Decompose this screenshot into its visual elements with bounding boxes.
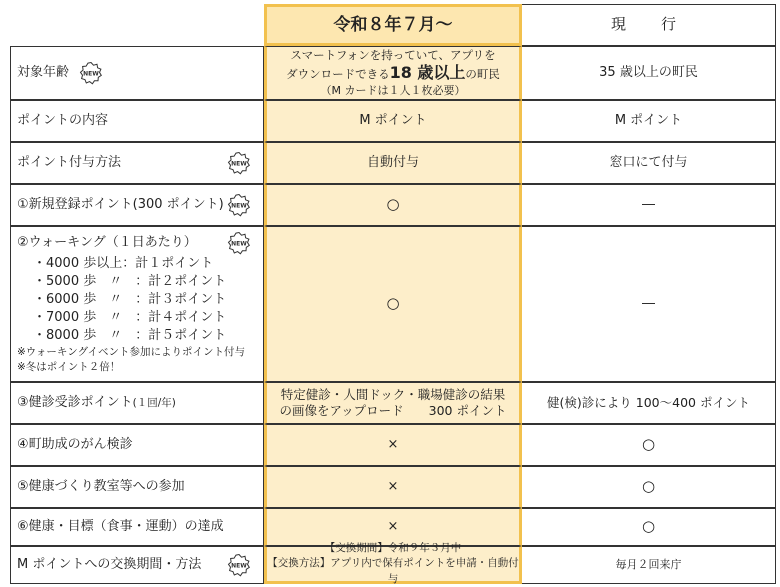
comparison-table [10, 4, 776, 584]
new-badge-icon [79, 61, 103, 85]
row-health-class-new: × [264, 466, 522, 508]
row-label-text: ②ウォーキング（１日あたり） [17, 234, 197, 250]
row-label-text: ③健診受診ポイント [17, 394, 133, 410]
row-point-content-current: M ポイント [522, 100, 776, 142]
row-target-age-label [10, 46, 264, 100]
walking-tier-item: ・6000 歩 〃 ：計３ポイント [33, 292, 227, 307]
svg-text:NEW: NEW [231, 240, 247, 248]
cell-text: 【交換方法】アプリ内で保有ポイントを申請・自動付与 [267, 557, 519, 585]
row-walking-new: ○ [264, 226, 522, 382]
row-exchange-new [264, 542, 522, 585]
cell-emphasis: 18 歳以上 [389, 62, 466, 82]
svg-text:NEW: NEW [231, 202, 247, 210]
row-grant-method-current: 窓口にて付与 [522, 142, 776, 184]
svg-text:NEW: NEW [231, 562, 247, 570]
new-badge-icon [227, 151, 251, 175]
row-goal-label: ⑥健康・目標（食事・運動）の達成 [10, 508, 264, 546]
svg-text:NEW: NEW [83, 70, 99, 78]
walking-note: ※冬はポイント２倍！ [17, 361, 121, 373]
row-goal-current: ○ [522, 508, 776, 546]
row-goal-new: × [264, 508, 522, 546]
cell-text: 【交換期間】令和９年３月中 [324, 542, 462, 555]
row-point-content-label: ポイントの内容 [10, 100, 264, 142]
walking-tier-item: ・5000 歩 〃 ：計２ポイント [33, 274, 227, 289]
row-label-text: M ポイントへの交換期間・方法 [17, 556, 202, 572]
svg-text:NEW: NEW [231, 160, 247, 168]
walking-tier-item: ・8000 歩 〃 ：計５ポイント [33, 328, 227, 343]
walking-note: ※ウォーキングイベント参加によりポイント付与 [17, 346, 246, 358]
cell-text: の画像をアップロード 300 ポイント [279, 403, 507, 418]
row-cancer-screening-label: ④町助成のがん検診 [10, 424, 264, 466]
cell-text: ダウンロードできる [286, 66, 390, 81]
row-cancer-screening-current: ○ [522, 424, 776, 466]
row-target-age-new [264, 46, 522, 100]
header-current-column: 現 行 [522, 4, 776, 46]
row-exchange-label [10, 546, 264, 584]
walking-tier-item: ・4000 歩以上：計１ポイント [33, 256, 214, 271]
cell-text: の町民 [465, 66, 500, 81]
cell-text: （M カードは１人１枚必要） [320, 83, 466, 97]
row-label-sub: (１回/年) [132, 396, 176, 409]
row-health-class-current: ○ [522, 466, 776, 508]
row-checkup-current: 健(検)診により 100～400 ポイント [522, 382, 776, 424]
row-checkup-new [264, 382, 522, 424]
cell-text: 特定健診・人間ドック・職場健診の結果 [280, 386, 506, 402]
row-checkup-label [10, 382, 264, 424]
row-registration-label [10, 184, 264, 226]
row-health-class-label: ⑤健康づくり教室等への参加 [10, 466, 264, 508]
new-badge-icon [227, 193, 251, 217]
row-grant-method-new: 自動付与 [264, 142, 522, 184]
row-registration-current: ― [522, 184, 776, 226]
row-label-text: ①新規登録ポイント(300 ポイント) [17, 196, 224, 212]
walking-tier-item: ・7000 歩 〃 ：計４ポイント [33, 310, 227, 325]
row-point-content-new: M ポイント [264, 100, 522, 142]
row-registration-new: ○ [264, 184, 522, 226]
row-label-text: ポイント付与方法 [17, 154, 122, 170]
cell-text: スマートフォンを持っていて、アプリを [290, 47, 496, 62]
row-label-text: 対象年齢 [17, 64, 70, 80]
row-walking-current: ― [522, 226, 776, 382]
row-grant-method-label [10, 142, 264, 184]
header-new-column: 令和８年７月～ [264, 4, 522, 46]
row-target-age-current: 35 歳以上の町民 [522, 46, 776, 100]
row-cancer-screening-new: × [264, 424, 522, 466]
new-badge-icon [227, 553, 251, 577]
row-exchange-current: 毎月２回来庁 [522, 546, 776, 584]
row-walking-label [10, 226, 264, 382]
new-badge-icon [227, 231, 251, 255]
